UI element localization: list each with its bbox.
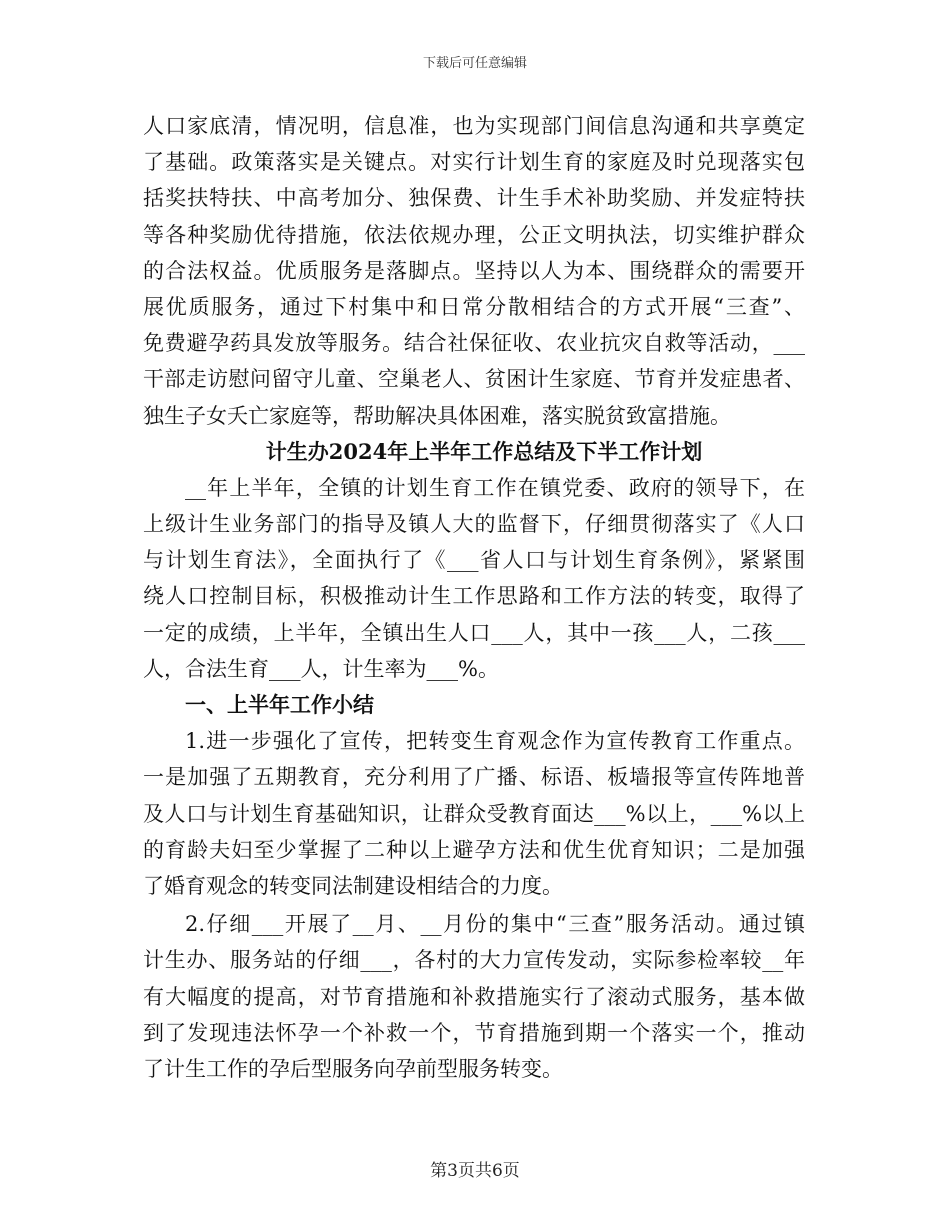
section-heading: 一、上半年工作小结 — [185, 692, 374, 717]
paragraph-line: 免费避孕药具发放等服务。结合社保征收、农业抗灾自救等活动，___ — [143, 331, 805, 356]
paragraph-line: 括奖扶特扶、中高考加分、独保费、计生手术补助奖励、并发症特扶 — [143, 186, 805, 211]
paragraph-line: 有大幅度的提高，对节育措施和补救措施实行了滚动式服务，基本做 — [143, 984, 805, 1009]
intro-paragraph — [143, 470, 805, 687]
paragraph-line: 等各种奖励优待措施，依法依规办理，公正文明执法，切实维护群众 — [143, 222, 805, 247]
paragraph-line: 1.进一步强化了宣传，把转变生育观念作为宣传教育工作重点。 — [185, 729, 805, 754]
paragraph-line: 了计生工作的孕后型服务向孕前型服务转变。 — [143, 1056, 563, 1081]
item-1-paragraph — [143, 723, 805, 904]
paragraph-line: 的合法权益。优质服务是落脚点。坚持以人为本、围绕群众的需要开 — [143, 258, 805, 283]
paragraph-line: 及人口与计划生育基础知识，让群众受教育面达___%以上，___%以上 — [143, 801, 805, 826]
paragraph-line: 到了发现违法怀孕一个补救一个，节育措施到期一个落实一个，推动 — [143, 1020, 805, 1045]
paragraph-line: 了婚育观念的转变同法制建设相结合的力度。 — [143, 873, 563, 898]
paragraph-line: 与计划生育法》，全面执行了《___省人口与计划生育条例》，紧紧围 — [143, 548, 805, 573]
paragraph-line: __年上半年，全镇的计划生育工作在镇党委、政府的领导下，在 — [185, 475, 805, 500]
paragraph-line: 一定的成绩，上半年，全镇出生人口___人，其中一孩___人，二孩___ — [143, 620, 805, 645]
paragraph-line: 展优质服务，通过下村集中和日常分散相结合的方式开展“三查”、 — [143, 294, 805, 319]
paragraph-line: 干部走访慰问留守儿童、空巢老人、贫困计生家庭、节育并发症患者、 — [143, 367, 805, 392]
document-body — [143, 108, 805, 1087]
paragraph-line: 2.仔细___开展了__月、__月份的集中“三查”服务活动。通过镇 — [185, 912, 805, 937]
paragraph-line: 人口家底清，情况明，信息准，也为实现部门间信息沟通和共享奠定 — [143, 114, 805, 138]
paragraph-line: 的育龄夫妇至少掌握了二种以上避孕方法和优生优育知识；二是加强 — [143, 837, 805, 862]
paragraph-line: 计生办、服务站的仔细___，各村的大力宣传发动，实际参检率较__年 — [143, 948, 805, 973]
paragraph-line: 了基础。政策落实是关键点。对实行计划生育的家庭及时兑现落实包 — [143, 150, 805, 175]
paragraph-line: 独生子女夭亡家庭等，帮助解决具体困难，落实脱贫致富措施。 — [143, 403, 731, 428]
paragraph-line: 人，合法生育___人，计生率为___%。 — [143, 656, 499, 681]
paragraph-line: 上级计生业务部门的指导及镇人大的监督下，仔细贯彻落实了《人口 — [143, 512, 805, 537]
top-paragraph — [143, 108, 805, 434]
page-number-footer: 第3页共6页 — [430, 1161, 520, 1181]
paragraph-line: 绕人口控制目标，积极推动计生工作思路和工作方法的转变，取得了 — [143, 584, 805, 609]
document-title: 计生办2024年上半年工作总结及下半工作计划 — [265, 438, 703, 464]
item-2-paragraph — [143, 906, 805, 1087]
paragraph-line: 一是加强了五期教育，充分利用了广播、标语、板墙报等宣传阵地普 — [143, 765, 805, 790]
header-note: 下载后可任意编辑 — [422, 56, 527, 71]
